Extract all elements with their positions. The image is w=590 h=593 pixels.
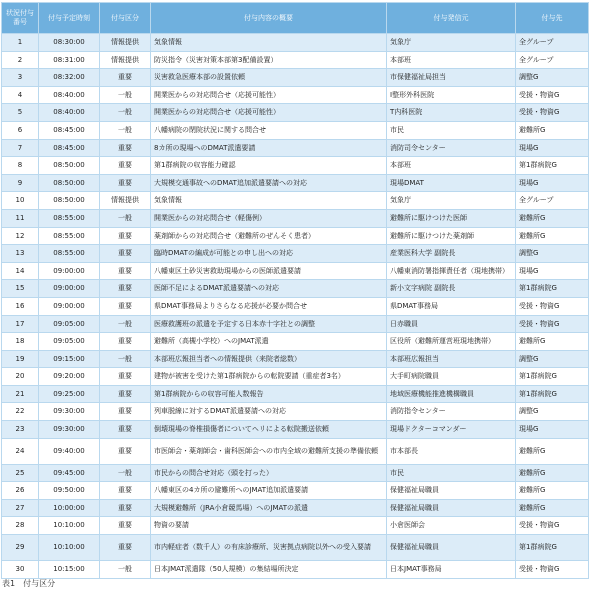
table-row: [2, 385, 589, 403]
cell-content: 八幡東区の4カ所の避難所へのJMAT追加派遣要請: [151, 482, 387, 500]
table-row: [2, 104, 589, 122]
table-row: [2, 333, 589, 351]
cell-number: 18: [2, 333, 39, 351]
cell-time: 09:50:00: [39, 482, 100, 500]
cell-category: 重要: [100, 421, 151, 439]
cell-content: 列車脱線に対するDMAT派遣要請への対応: [151, 403, 387, 421]
table-row: [2, 69, 589, 87]
cell-category: 重要: [100, 438, 151, 464]
cell-time: 08:50:00: [39, 174, 100, 192]
table-row: [2, 34, 589, 52]
cell-category: 一般: [100, 209, 151, 227]
cell-content: 本部班広報担当者への情報提供（来院者総数）: [151, 350, 387, 368]
cell-target: 現場G: [516, 174, 589, 192]
cell-source: 本部班: [387, 51, 516, 69]
cell-category: 重要: [100, 245, 151, 263]
cell-time: 09:30:00: [39, 421, 100, 439]
cell-content: 避難所（高槻小学校）へのJMAT派遣: [151, 333, 387, 351]
cell-number: 8: [2, 157, 39, 175]
cell-time: 08:31:00: [39, 51, 100, 69]
cell-category: 重要: [100, 499, 151, 517]
cell-number: 15: [2, 280, 39, 298]
cell-category: 重要: [100, 517, 151, 535]
cell-source: 消防指令センター: [387, 403, 516, 421]
cell-source: 本部班広報担当: [387, 350, 516, 368]
cell-target: 調整G: [516, 69, 589, 87]
cell-content: 第1群病院の収容能力確認: [151, 157, 387, 175]
cell-category: 重要: [100, 368, 151, 386]
cell-number: 16: [2, 297, 39, 315]
cell-number: 12: [2, 227, 39, 245]
cell-number: 26: [2, 482, 39, 500]
cell-source: 日赤職員: [387, 315, 516, 333]
cell-time: 08:45:00: [39, 139, 100, 157]
cell-category: 一般: [100, 350, 151, 368]
cell-number: 28: [2, 517, 39, 535]
cell-number: 14: [2, 262, 39, 280]
cell-target: 現場G: [516, 262, 589, 280]
cell-time: 10:15:00: [39, 561, 100, 579]
cell-source: 現場DMAT: [387, 174, 516, 192]
cell-category: 一般: [100, 315, 151, 333]
table-row: [2, 561, 589, 579]
cell-target: 受援・物資G: [516, 517, 589, 535]
table-row: [2, 482, 589, 500]
table-row: [2, 51, 589, 69]
cell-source: 小倉医師会: [387, 517, 516, 535]
cell-target: 受援・物資G: [516, 315, 589, 333]
cell-category: 重要: [100, 174, 151, 192]
table-row: [2, 139, 589, 157]
table-header-row: [2, 3, 589, 34]
cell-category: 重要: [100, 385, 151, 403]
cell-target: 避難所G: [516, 499, 589, 517]
cell-source: 新小文字病院 副院長: [387, 280, 516, 298]
cell-number: 1: [2, 34, 39, 52]
cell-time: 09:25:00: [39, 385, 100, 403]
cell-time: 08:30:00: [39, 34, 100, 52]
table-row: [2, 209, 589, 227]
cell-time: 09:30:00: [39, 403, 100, 421]
cell-number: 25: [2, 464, 39, 482]
cell-content: 大規模交通事故へのDMAT追加派遣要請への対応: [151, 174, 387, 192]
cell-target: 第1群病院G: [516, 368, 589, 386]
header-source: 付与発信元: [387, 3, 516, 34]
cell-time: 09:20:00: [39, 368, 100, 386]
cell-time: 08:55:00: [39, 245, 100, 263]
cell-content: 第1群病院からの収容可能人数報告: [151, 385, 387, 403]
cell-category: 一般: [100, 121, 151, 139]
cell-time: 08:55:00: [39, 227, 100, 245]
cell-category: 重要: [100, 139, 151, 157]
cell-time: 08:50:00: [39, 157, 100, 175]
cell-source: 本部班: [387, 157, 516, 175]
cell-content: 県DMAT事務局よりさらなる応援が必要か問合せ: [151, 297, 387, 315]
cell-content: 市民からの問合せ対応（頭を打った）: [151, 464, 387, 482]
header-target: 付与先: [516, 3, 589, 34]
cell-time: 09:00:00: [39, 280, 100, 298]
table-row: [2, 245, 589, 263]
cell-time: 09:05:00: [39, 315, 100, 333]
cell-target: 全グループ: [516, 34, 589, 52]
cell-source: 保健福祉局職員: [387, 482, 516, 500]
table-row: [2, 315, 589, 333]
header-time: 付与予定時刻: [39, 3, 100, 34]
cell-target: 避難所G: [516, 438, 589, 464]
table-row: [2, 280, 589, 298]
cell-category: 一般: [100, 86, 151, 104]
cell-target: 避難所G: [516, 464, 589, 482]
cell-target: 避難所G: [516, 333, 589, 351]
header-category: 付与区分: [100, 3, 151, 34]
cell-category: 重要: [100, 280, 151, 298]
table-row: [2, 499, 589, 517]
cell-number: 21: [2, 385, 39, 403]
cell-content: 開業医からの対応問合せ（軽傷例）: [151, 209, 387, 227]
cell-number: 24: [2, 438, 39, 464]
cell-source: 保健福祉局職員: [387, 499, 516, 517]
cell-target: 第1群病院G: [516, 535, 589, 561]
cell-target: 避難所G: [516, 482, 589, 500]
cell-time: 08:45:00: [39, 121, 100, 139]
cell-content: 物資の要請: [151, 517, 387, 535]
table-row: [2, 227, 589, 245]
table-row: [2, 403, 589, 421]
cell-content: 気象情報: [151, 192, 387, 210]
cell-source: 消防司令センター: [387, 139, 516, 157]
table-body: [2, 34, 589, 579]
cell-time: 08:32:00: [39, 69, 100, 87]
cell-number: 30: [2, 561, 39, 579]
cell-source: I整形外科医院: [387, 86, 516, 104]
table-row: [2, 464, 589, 482]
cell-time: 09:40:00: [39, 438, 100, 464]
cell-time: 08:50:00: [39, 192, 100, 210]
cell-source: 避難所に駆けつけた医師: [387, 209, 516, 227]
cell-time: 10:00:00: [39, 499, 100, 517]
cell-content: 医療救護班の派遣を予定する日本赤十字社との調整: [151, 315, 387, 333]
table-row: [2, 86, 589, 104]
cell-source: 八幡東消防署指揮責任者（現地携帯）: [387, 262, 516, 280]
cell-number: 27: [2, 499, 39, 517]
cell-number: 10: [2, 192, 39, 210]
cell-source: 日本JMAT事務局: [387, 561, 516, 579]
table-row: [2, 157, 589, 175]
cell-time: 08:55:00: [39, 209, 100, 227]
cell-number: 9: [2, 174, 39, 192]
table-row: [2, 174, 589, 192]
cell-target: 避難所G: [516, 121, 589, 139]
cell-content: 災害救急医療本部の設置依頼: [151, 69, 387, 87]
cell-source: 大手町病院職員: [387, 368, 516, 386]
cell-number: 4: [2, 86, 39, 104]
cell-number: 23: [2, 421, 39, 439]
header-content: 付与内容の概要: [151, 3, 387, 34]
table-row: [2, 297, 589, 315]
cell-content: 八幡東区土砂災害救助現場からの医師派遣要請: [151, 262, 387, 280]
table-row: [2, 368, 589, 386]
cell-number: 22: [2, 403, 39, 421]
cell-category: 一般: [100, 561, 151, 579]
cell-target: 第1群病院G: [516, 157, 589, 175]
cell-category: 重要: [100, 262, 151, 280]
cell-time: 09:00:00: [39, 262, 100, 280]
cell-category: 重要: [100, 297, 151, 315]
cell-source: 市本部長: [387, 438, 516, 464]
cell-target: 受援・物資G: [516, 297, 589, 315]
cell-time: 10:10:00: [39, 517, 100, 535]
cell-category: 重要: [100, 535, 151, 561]
cell-content: 臨時DMATの編成が可能との申し出への対応: [151, 245, 387, 263]
cell-time: 08:40:00: [39, 86, 100, 104]
cell-source: 気象庁: [387, 34, 516, 52]
cell-source: 市民: [387, 464, 516, 482]
cell-content: 医師不足によるDMAT派遣要請への対応: [151, 280, 387, 298]
cell-number: 7: [2, 139, 39, 157]
cell-target: 全グループ: [516, 51, 589, 69]
cell-source: T内科医院: [387, 104, 516, 122]
cell-source: 県DMAT事務局: [387, 297, 516, 315]
cell-source: 市民: [387, 121, 516, 139]
cell-content: 市内軽症者（数千人）の有床診療所、災害拠点病院以外への受入要請: [151, 535, 387, 561]
cell-source: 避難所に駆けつけた薬剤師: [387, 227, 516, 245]
table-row: [2, 192, 589, 210]
cell-source: 保健福祉局職員: [387, 535, 516, 561]
cell-content: 8カ所の現場へのDMAT派遣要請: [151, 139, 387, 157]
table-row: [2, 517, 589, 535]
cell-target: 現場G: [516, 421, 589, 439]
table-row: [2, 262, 589, 280]
cell-content: 市医師会・薬剤師会・歯科医師会への市内全域の避難所支援の準備依頼: [151, 438, 387, 464]
cell-category: 重要: [100, 227, 151, 245]
cell-time: 09:15:00: [39, 350, 100, 368]
cell-content: 倒壊現場の脊椎損傷者についてヘリによる転院搬送依頼: [151, 421, 387, 439]
cell-content: 日本JMAT派遣隊（50人規模）の集結場所決定: [151, 561, 387, 579]
cell-time: 09:05:00: [39, 333, 100, 351]
cell-category: 重要: [100, 157, 151, 175]
cell-category: 一般: [100, 104, 151, 122]
cell-category: 重要: [100, 333, 151, 351]
cell-number: 17: [2, 315, 39, 333]
cell-number: 11: [2, 209, 39, 227]
cell-source: 産業医科大学 副院長: [387, 245, 516, 263]
table-row: [2, 421, 589, 439]
cell-number: 13: [2, 245, 39, 263]
situation-table: [1, 2, 589, 579]
cell-number: 2: [2, 51, 39, 69]
cell-content: 開業医からの対応問合せ（応援可能性）: [151, 86, 387, 104]
table-row: [2, 121, 589, 139]
cell-category: 重要: [100, 69, 151, 87]
table-row: [2, 535, 589, 561]
table-caption: [2, 578, 55, 590]
table-row: [2, 350, 589, 368]
cell-time: 09:45:00: [39, 464, 100, 482]
cell-target: 調整G: [516, 245, 589, 263]
cell-source: 現場ドクターコマンダー: [387, 421, 516, 439]
cell-target: 調整G: [516, 403, 589, 421]
cell-time: 08:40:00: [39, 104, 100, 122]
cell-target: 避難所G: [516, 209, 589, 227]
cell-target: 受援・物資G: [516, 104, 589, 122]
cell-source: 地域医療機能推進機構職員: [387, 385, 516, 403]
cell-category: 情報提供: [100, 34, 151, 52]
cell-target: 調整G: [516, 350, 589, 368]
cell-time: 10:10:00: [39, 535, 100, 561]
cell-source: 気象庁: [387, 192, 516, 210]
header-number: 状況付与番号: [2, 3, 39, 34]
cell-content: 防災指令（災害対策本部第3配備設置）: [151, 51, 387, 69]
cell-target: 第1群病院G: [516, 280, 589, 298]
cell-content: 開業医からの対応問合せ（応援可能性）: [151, 104, 387, 122]
cell-category: 情報提供: [100, 51, 151, 69]
cell-target: 全グループ: [516, 192, 589, 210]
cell-target: 現場G: [516, 139, 589, 157]
cell-category: 一般: [100, 464, 151, 482]
cell-number: 6: [2, 121, 39, 139]
caption-title: 付与区分: [23, 579, 56, 588]
cell-source: 市保健福祉局担当: [387, 69, 516, 87]
cell-category: 重要: [100, 403, 151, 421]
cell-target: 受援・物資G: [516, 561, 589, 579]
cell-content: 建物が被害を受けた第1群病院からの転院要請（重症者3名）: [151, 368, 387, 386]
cell-number: 3: [2, 69, 39, 87]
cell-target: 受援・物資G: [516, 86, 589, 104]
cell-content: 薬剤師からの対応問合せ（避難所のぜんそく患者）: [151, 227, 387, 245]
cell-number: 29: [2, 535, 39, 561]
cell-time: 09:00:00: [39, 297, 100, 315]
cell-number: 19: [2, 350, 39, 368]
cell-number: 20: [2, 368, 39, 386]
cell-category: 情報提供: [100, 192, 151, 210]
table-row: [2, 438, 589, 464]
cell-category: 重要: [100, 482, 151, 500]
cell-number: 5: [2, 104, 39, 122]
cell-content: 八幡病院の閉院状況に関する問合せ: [151, 121, 387, 139]
cell-content: 大規模避難所（JRA小倉競馬場）へのJMATの派遣: [151, 499, 387, 517]
cell-content: 気象情報: [151, 34, 387, 52]
caption-label: 表1: [2, 579, 16, 588]
cell-target: 第1群病院G: [516, 385, 589, 403]
cell-source: 区役所（避難所運営班現地携帯）: [387, 333, 516, 351]
cell-target: 避難所G: [516, 227, 589, 245]
